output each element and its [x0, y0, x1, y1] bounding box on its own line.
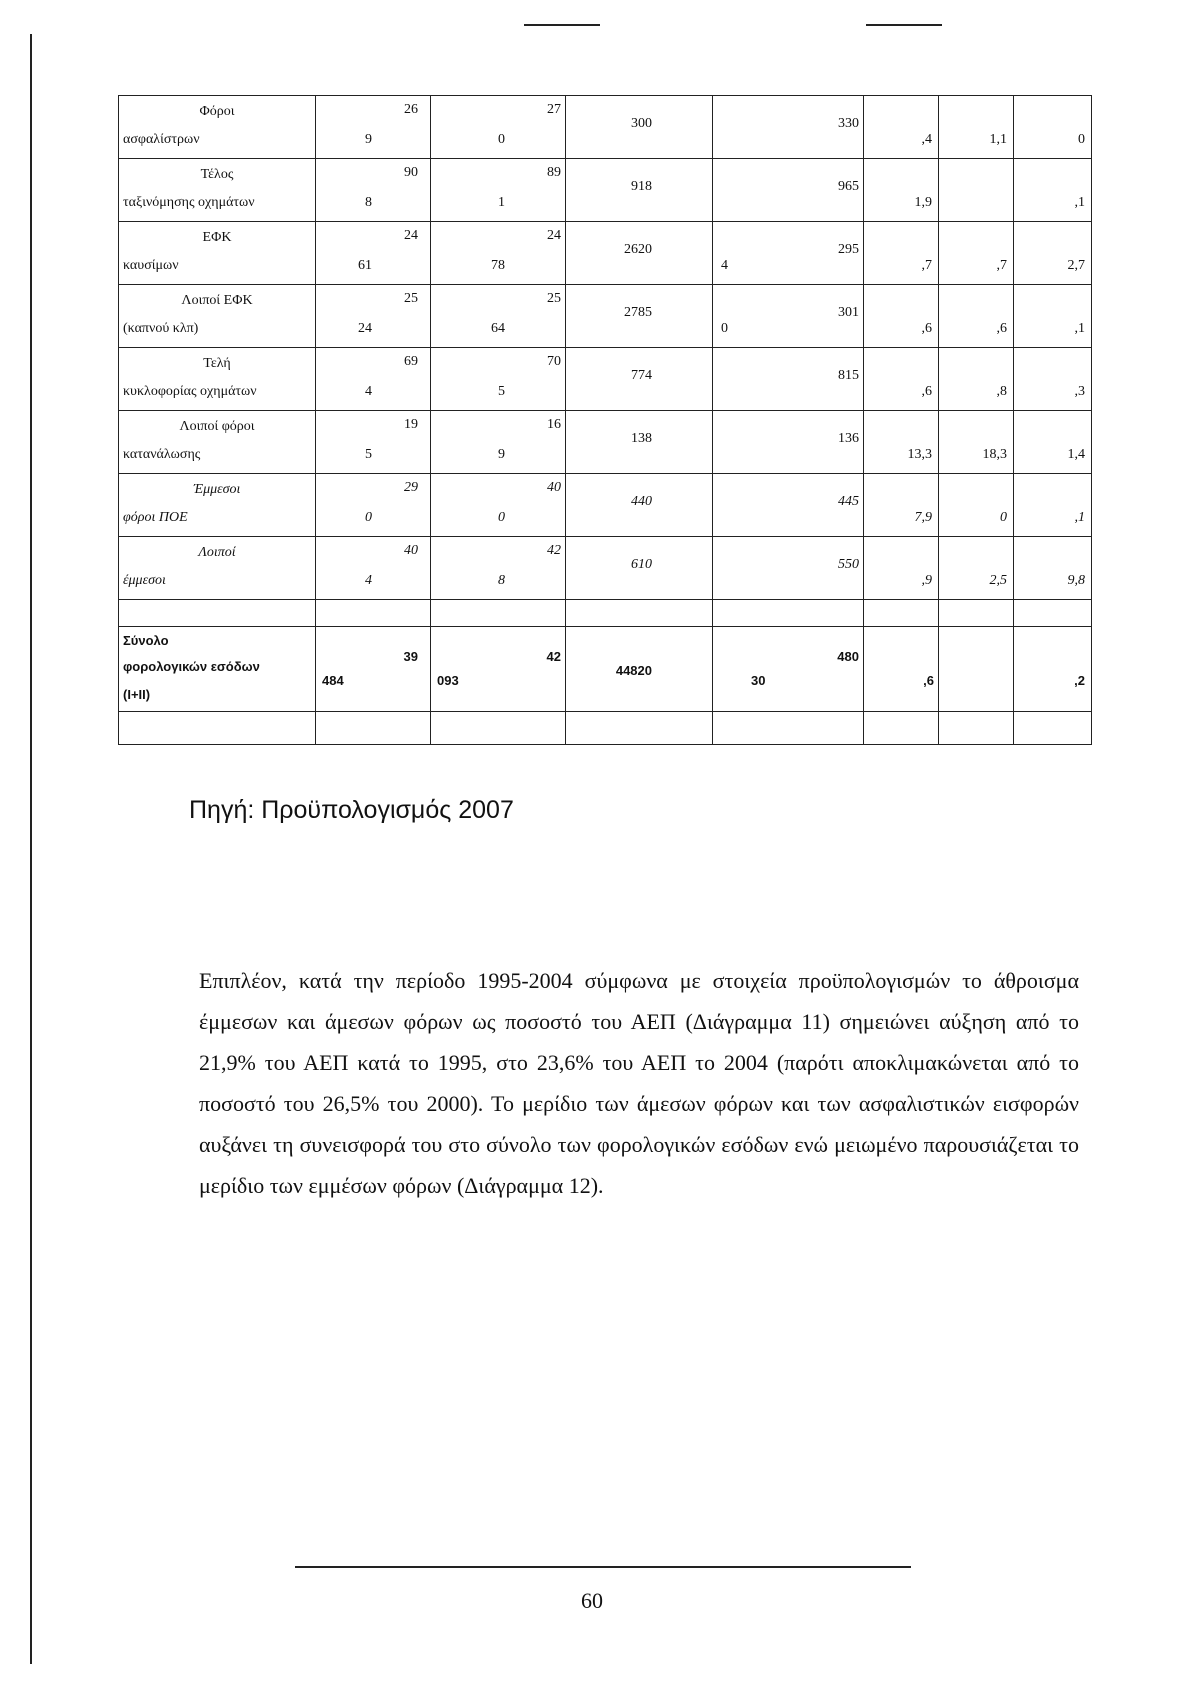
row-label — [119, 348, 316, 411]
total-col-7 — [1014, 627, 1092, 712]
value-top: 89 — [547, 165, 561, 180]
value-top: 90 — [404, 165, 418, 180]
value-bottom: 5 — [498, 384, 505, 399]
col-4 — [713, 348, 864, 411]
value-bottom: 4 — [721, 258, 728, 273]
value: ,9 — [921, 573, 932, 588]
col-2 — [431, 222, 566, 285]
value: ,4 — [921, 132, 932, 147]
col-7 — [1014, 285, 1092, 348]
col-1 — [316, 348, 431, 411]
value: 300 — [631, 116, 652, 131]
row-label — [119, 474, 316, 537]
total-label — [119, 627, 316, 712]
value: ,2 — [1074, 673, 1085, 688]
value: ,1 — [1074, 510, 1085, 525]
label-line-2: καυσίμων — [123, 258, 179, 273]
empty-cell — [713, 712, 864, 745]
value: 2,5 — [989, 573, 1007, 588]
value: 1,9 — [914, 195, 932, 210]
value-top: 16 — [547, 417, 561, 432]
empty-cell — [119, 712, 316, 745]
value: 1,1 — [989, 132, 1007, 147]
col-7 — [1014, 537, 1092, 600]
value: 918 — [631, 179, 652, 194]
value-bottom: 9 — [365, 132, 372, 147]
value: 610 — [631, 557, 652, 572]
col-6 — [939, 537, 1014, 600]
col-5 — [864, 537, 939, 600]
value-bottom: 4 — [365, 384, 372, 399]
total-col-1 — [316, 627, 431, 712]
row-label — [119, 285, 316, 348]
value-bottom: 24 — [358, 321, 372, 336]
value-top: 26 — [404, 102, 418, 117]
col-2 — [431, 348, 566, 411]
empty-cell — [566, 600, 713, 627]
col-1 — [316, 537, 431, 600]
col-4 — [713, 537, 864, 600]
col-1 — [316, 411, 431, 474]
value: ,8 — [996, 384, 1007, 399]
table-source: Πηγή: Προϋπολογισμός 2007 — [189, 796, 514, 824]
value-top: 39 — [403, 649, 418, 664]
value: 2785 — [624, 305, 652, 320]
col-4 — [713, 222, 864, 285]
value-top: 24 — [547, 228, 561, 243]
value: ,6 — [921, 384, 932, 399]
total-row — [119, 627, 1092, 712]
value-bottom: 0 — [498, 510, 505, 525]
col-2 — [431, 96, 566, 159]
value-bottom: 8 — [498, 573, 505, 588]
value: 1,4 — [1067, 447, 1085, 462]
value-bottom: 0 — [498, 132, 505, 147]
value-top: 480 — [837, 649, 859, 664]
value: 7,9 — [914, 510, 932, 525]
value-bottom: 8 — [365, 195, 372, 210]
col-2 — [431, 411, 566, 474]
col-5 — [864, 474, 939, 537]
budget-table — [118, 95, 1092, 745]
table-row — [119, 348, 1092, 411]
col-1 — [316, 285, 431, 348]
col-5 — [864, 159, 939, 222]
bottom-row — [119, 712, 1092, 745]
table-row — [119, 96, 1092, 159]
value-bottom: 0 — [365, 510, 372, 525]
table-body — [119, 96, 1092, 745]
spacer-row — [119, 600, 1092, 627]
col-4 — [713, 411, 864, 474]
empty-cell — [713, 600, 864, 627]
top-rule-left — [524, 24, 600, 26]
value-top: 815 — [838, 368, 859, 383]
page-number: 60 — [581, 1588, 603, 1613]
label-line-1: Έμμεσοι — [193, 482, 241, 497]
col-3 — [566, 96, 713, 159]
value-top: 19 — [404, 417, 418, 432]
col-2 — [431, 474, 566, 537]
col-2 — [431, 159, 566, 222]
table-row — [119, 474, 1092, 537]
value-top: 42 — [547, 543, 561, 558]
value-top: 70 — [547, 354, 561, 369]
col-5 — [864, 411, 939, 474]
label-line-1: Λοιποί — [198, 545, 236, 560]
value-bottom: 093 — [437, 673, 459, 688]
value: 44820 — [615, 663, 652, 678]
value-top: 40 — [547, 480, 561, 495]
col-4 — [713, 285, 864, 348]
value: 138 — [631, 431, 652, 446]
empty-cell — [864, 712, 939, 745]
value-bottom: 30 — [751, 673, 766, 688]
total-col-4 — [713, 627, 864, 712]
label-line-1: Τελή — [203, 356, 231, 371]
col-1 — [316, 474, 431, 537]
row-label — [119, 537, 316, 600]
value: ,7 — [996, 258, 1007, 273]
label-line-1: Φόροι — [199, 104, 235, 119]
col-3 — [566, 159, 713, 222]
value-bottom: 78 — [491, 258, 505, 273]
value-top: 40 — [404, 543, 418, 558]
value-top: 25 — [404, 291, 418, 306]
total-col-6 — [939, 627, 1014, 712]
total-col-3 — [566, 627, 713, 712]
body-paragraph: Επιπλέον, κατά την περίοδο 1995-2004 σύμφωνα με στοιχεία προϋπολογισμών το άθροισμα έμμεσων και άμεσων φόρων ως ποσοστό του ΑΕΠ (Διάγραμμα 11) σημειώνει αύξηση από το 21,9% του ΑΕΠ κατά το 1995, στο 23,6% του ΑΕΠ το 2004 (παρότι αποκλιμακώνεται από το ποσοστό του 26,5% του 2000). Το μερίδιο των άμεσων φόρων και των ασφαλιστικών εισφορών αυξάνει τη συνεισφορά του στο σύνολο των φορολογικών εσόδων ενώ μειωμένο παρουσιάζεται το μερίδιο των εμμέσων φόρων (Διάγραμμα 12). — [199, 968, 1079, 1198]
empty-cell — [864, 600, 939, 627]
table-row — [119, 222, 1092, 285]
col-5 — [864, 96, 939, 159]
value-top: 27 — [547, 102, 561, 117]
value: ,7 — [921, 258, 932, 273]
col-6 — [939, 222, 1014, 285]
value: 9,8 — [1067, 573, 1085, 588]
value-top: 29 — [404, 480, 418, 495]
label-line-2: φόροι ΠΟΕ — [123, 510, 188, 525]
value: ,1 — [1074, 195, 1085, 210]
total-col-2 — [431, 627, 566, 712]
col-7 — [1014, 96, 1092, 159]
table-row — [119, 159, 1092, 222]
total-col-5 — [864, 627, 939, 712]
col-1 — [316, 159, 431, 222]
label-line-2: κυκλοφορίας οχημάτων — [123, 384, 257, 399]
value-bottom: 1 — [498, 195, 505, 210]
value-top: 25 — [547, 291, 561, 306]
value-top: 301 — [838, 305, 859, 320]
col-2 — [431, 537, 566, 600]
col-3 — [566, 222, 713, 285]
label-line-2: ασφαλίστρων — [123, 132, 200, 147]
col-1 — [316, 96, 431, 159]
col-3 — [566, 411, 713, 474]
label-line-2: έμμεσοι — [123, 573, 166, 588]
value-top: 295 — [838, 242, 859, 257]
value: ,6 — [921, 321, 932, 336]
value: 18,3 — [982, 447, 1007, 462]
col-3 — [566, 537, 713, 600]
left-margin-rule — [30, 34, 32, 1664]
col-4 — [713, 96, 864, 159]
col-7 — [1014, 411, 1092, 474]
label-line-1: Σύνολο — [123, 633, 169, 648]
row-label — [119, 159, 316, 222]
value-top: 42 — [546, 649, 561, 664]
value-top: 136 — [838, 431, 859, 446]
col-6 — [939, 411, 1014, 474]
label-line-2: κατανάλωσης — [123, 447, 201, 462]
col-6 — [939, 285, 1014, 348]
row-label — [119, 411, 316, 474]
top-rule-right — [866, 24, 942, 26]
col-5 — [864, 222, 939, 285]
label-line-3: (Ι+ΙΙ) — [123, 687, 151, 702]
empty-cell — [431, 600, 566, 627]
row-label — [119, 96, 316, 159]
value-top: 550 — [838, 557, 859, 572]
label-line-1: Τέλος — [200, 167, 234, 182]
empty-cell — [1014, 712, 1092, 745]
value-bottom: 9 — [498, 447, 505, 462]
empty-cell — [316, 712, 431, 745]
label-line-1: Λοιποί φόροι — [179, 419, 255, 434]
col-7 — [1014, 474, 1092, 537]
value-bottom: 484 — [322, 673, 344, 688]
col-6 — [939, 348, 1014, 411]
col-4 — [713, 159, 864, 222]
value: 2,7 — [1067, 258, 1085, 273]
col-4 — [713, 474, 864, 537]
col-3 — [566, 474, 713, 537]
col-5 — [864, 348, 939, 411]
empty-cell — [119, 600, 316, 627]
empty-cell — [316, 600, 431, 627]
value: ,6 — [923, 673, 934, 688]
value-top: 445 — [838, 494, 859, 509]
value-bottom: 0 — [721, 321, 728, 336]
value: 0 — [1078, 132, 1085, 147]
col-6 — [939, 96, 1014, 159]
col-7 — [1014, 222, 1092, 285]
empty-cell — [939, 600, 1014, 627]
col-3 — [566, 348, 713, 411]
empty-cell — [431, 712, 566, 745]
value: 774 — [631, 368, 652, 383]
label-line-2: φορολογικών εσόδων — [123, 659, 260, 674]
label-line-2: ταξινόμησης οχημάτων — [123, 195, 255, 210]
col-6 — [939, 159, 1014, 222]
col-3 — [566, 285, 713, 348]
table-row — [119, 537, 1092, 600]
col-7 — [1014, 159, 1092, 222]
table-row — [119, 411, 1092, 474]
value-bottom: 61 — [358, 258, 372, 273]
value-bottom: 4 — [365, 573, 372, 588]
value-top: 330 — [838, 116, 859, 131]
empty-cell — [939, 712, 1014, 745]
value: ,6 — [996, 321, 1007, 336]
col-1 — [316, 222, 431, 285]
value-top: 69 — [404, 354, 418, 369]
col-2 — [431, 285, 566, 348]
value: 0 — [1000, 510, 1007, 525]
label-line-1: ΕΦΚ — [202, 230, 232, 245]
label-line-1: Λοιποί ΕΦΚ — [181, 293, 253, 308]
value: 440 — [631, 494, 652, 509]
footer-rule — [295, 1566, 911, 1568]
value-bottom: 5 — [365, 447, 372, 462]
col-6 — [939, 474, 1014, 537]
value-top: 965 — [838, 179, 859, 194]
empty-cell — [1014, 600, 1092, 627]
empty-cell — [566, 712, 713, 745]
value: ,1 — [1074, 321, 1085, 336]
value: 13,3 — [907, 447, 932, 462]
row-label — [119, 222, 316, 285]
col-7 — [1014, 348, 1092, 411]
value: ,3 — [1074, 384, 1085, 399]
col-5 — [864, 285, 939, 348]
label-line-2: (καπνού κλπ) — [123, 321, 199, 336]
table-row — [119, 285, 1092, 348]
value: 2620 — [624, 242, 652, 257]
value-bottom: 64 — [491, 321, 505, 336]
value-top: 24 — [404, 228, 418, 243]
